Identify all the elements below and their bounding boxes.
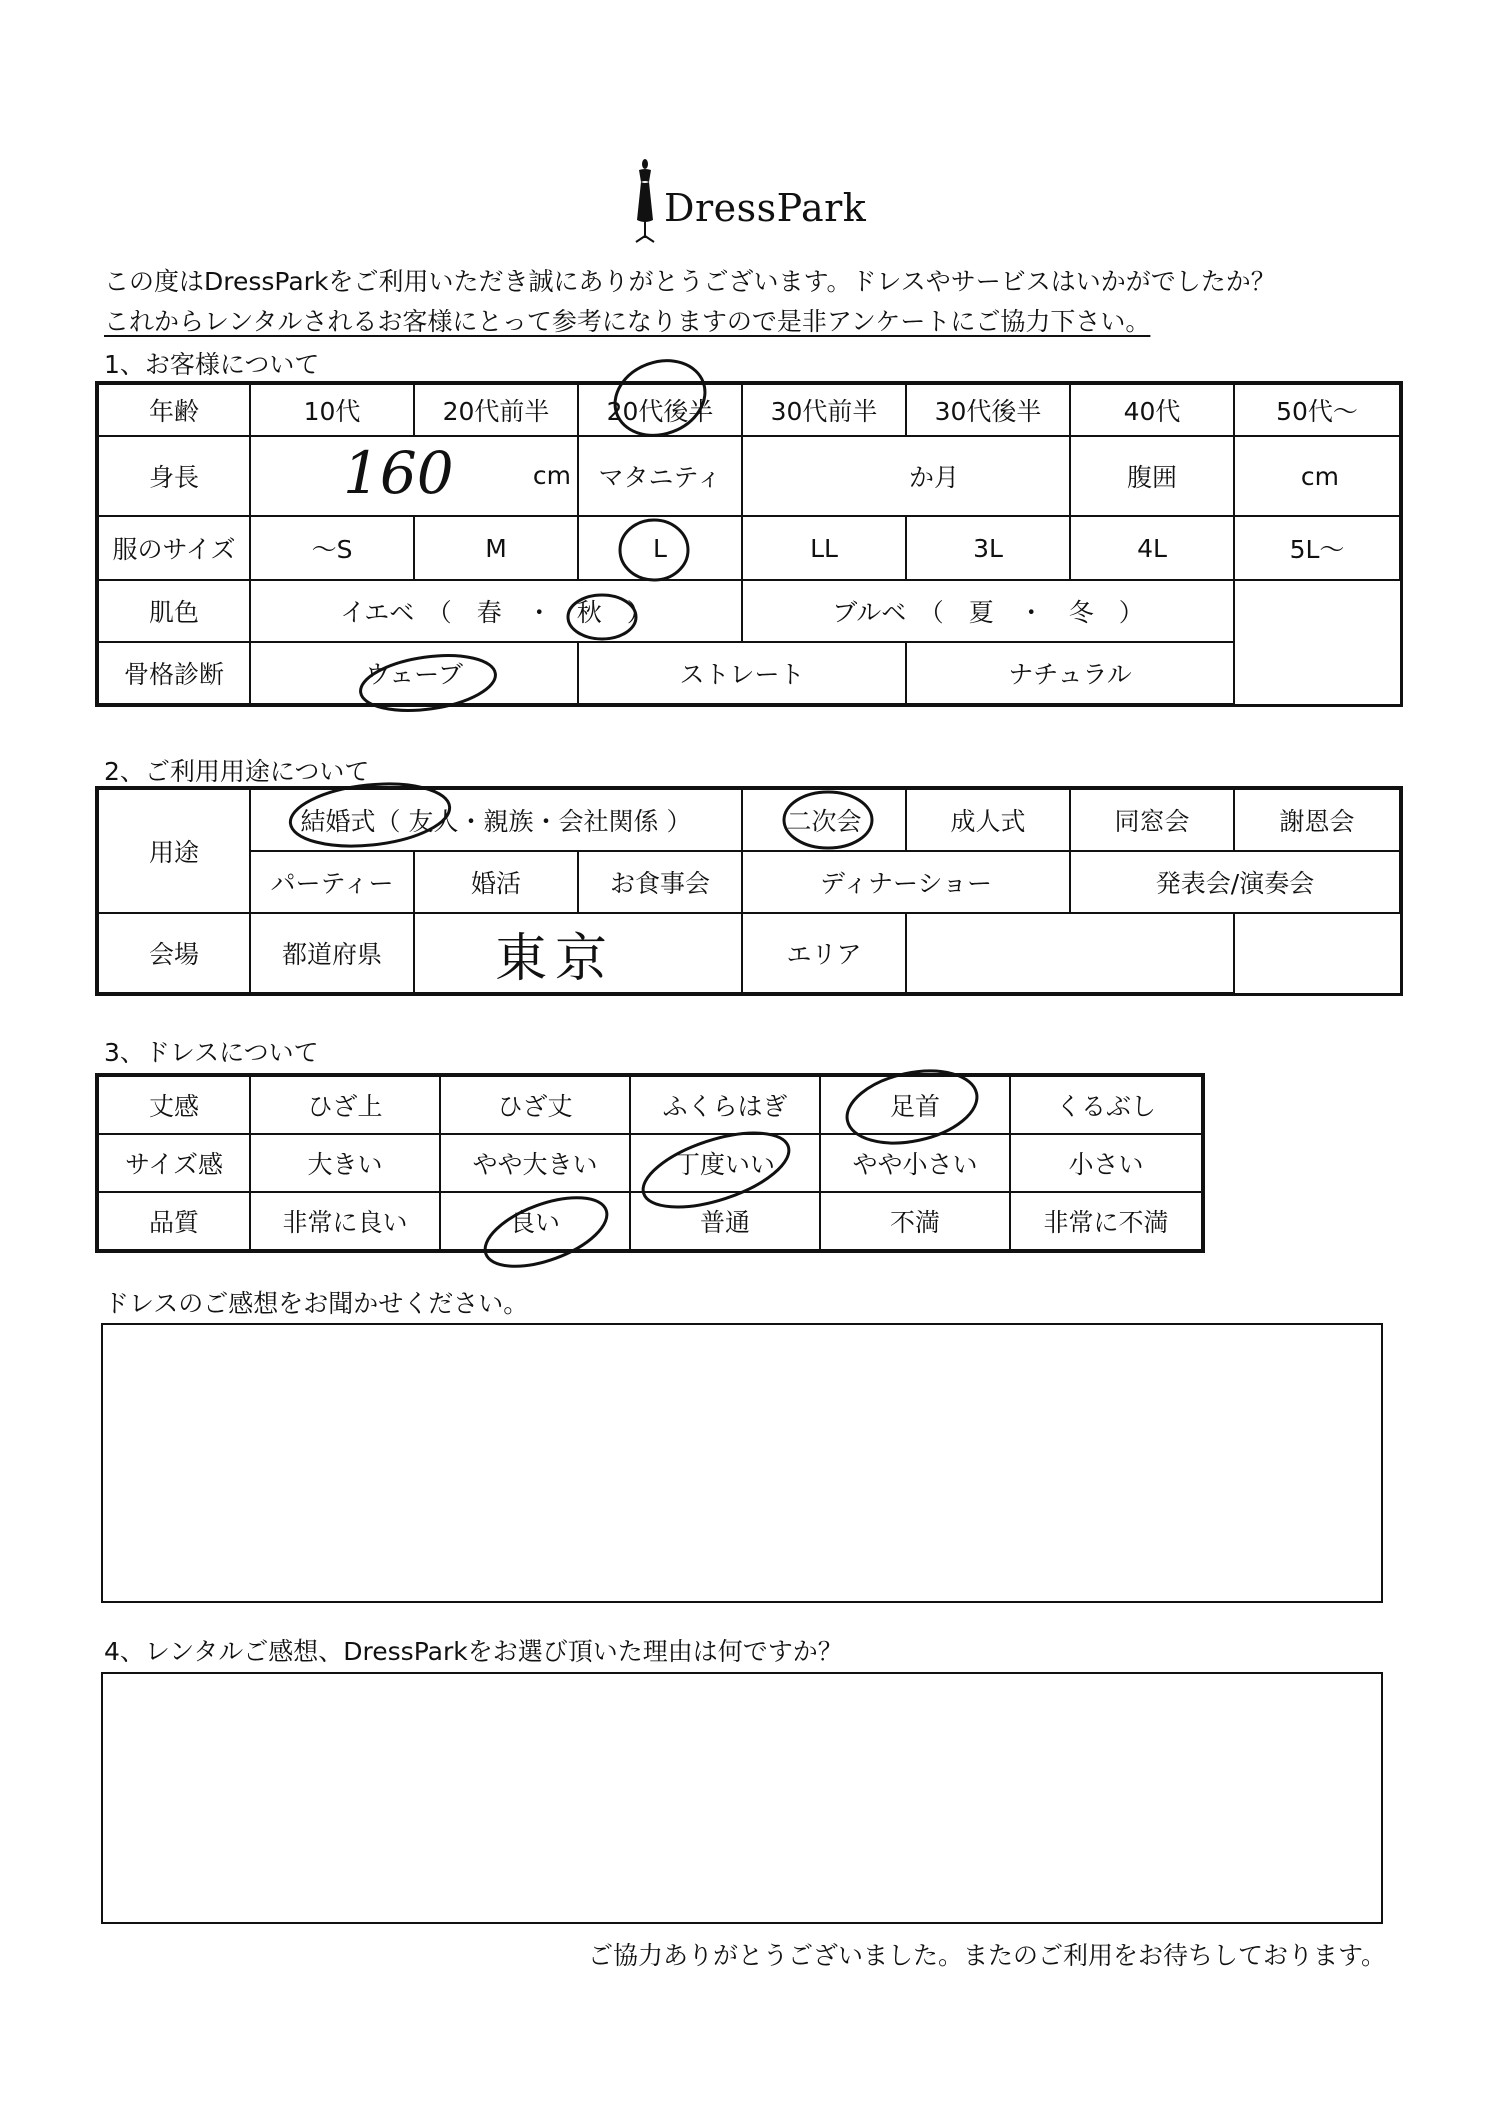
size-row <box>98 516 1400 580</box>
size-option[interactable]: LL <box>742 516 906 580</box>
quality-option[interactable]: 非常に不満 <box>1010 1192 1202 1250</box>
skin-blue-option[interactable]: ブルベ （ 夏 ・ 冬 ） <box>742 580 1234 642</box>
age-row <box>98 384 1400 436</box>
dress-table <box>97 1075 1203 1251</box>
quality-option[interactable]: 普通 <box>630 1192 820 1250</box>
area-field[interactable] <box>906 913 1234 993</box>
usage-option-wedding[interactable]: 結婚式（ 友人・親族・会社関係 ） <box>250 789 742 851</box>
usage-option[interactable]: 成人式 <box>906 789 1070 851</box>
age-option[interactable]: 30代後半 <box>906 384 1070 436</box>
skin-row <box>98 580 1400 642</box>
fit-option[interactable]: 小さい <box>1010 1134 1202 1192</box>
quality-option[interactable]: 不満 <box>820 1192 1010 1250</box>
prefecture-label: 都道府県 <box>250 913 414 993</box>
intro-line-2: これからレンタルされるお客様にとって参考になりますので是非アンケートにご協力下さい。 <box>104 307 1151 336</box>
venue-label: 会場 <box>98 913 250 993</box>
age-option[interactable]: 30代前半 <box>742 384 906 436</box>
usage-table <box>97 788 1401 994</box>
size-option[interactable]: 5L～ <box>1234 516 1400 580</box>
size-option[interactable]: 4L <box>1070 516 1234 580</box>
usage-option-afterparty[interactable]: 二次会 <box>742 789 906 851</box>
usage-option[interactable]: ディナーショー <box>742 851 1070 913</box>
quality-label: 品質 <box>98 1192 250 1250</box>
skin-label: 肌色 <box>98 580 250 642</box>
frame-option[interactable]: ナチュラル <box>906 642 1234 704</box>
customer-table <box>97 383 1401 705</box>
length-option[interactable]: くるぶし <box>1010 1076 1202 1134</box>
usage-label: 用途 <box>98 789 250 913</box>
size-option[interactable]: 3L <box>906 516 1070 580</box>
usage-option[interactable]: お食事会 <box>578 851 742 913</box>
height-field[interactable] <box>250 436 578 516</box>
frame-option[interactable]: ストレート <box>578 642 906 704</box>
usage-option[interactable]: 発表会/演奏会 <box>1070 851 1400 913</box>
prefecture-value: 東京 <box>495 928 616 989</box>
section3-title: 3、ドレスについて <box>104 1038 319 1067</box>
fit-option-selected[interactable]: 丁度いい <box>630 1134 820 1192</box>
intro-line-1: この度はDressParkをご利用いただき誠にありがとうございます。ドレスやサービスはいかがでしたか？ <box>104 267 1276 296</box>
height-value: 160 <box>343 439 454 507</box>
usage-row-2 <box>98 851 1400 913</box>
size-option[interactable]: M <box>414 516 578 580</box>
prefecture-field[interactable] <box>414 913 742 993</box>
length-option-selected[interactable]: 足首 <box>820 1076 1010 1134</box>
brand-name: DressPark <box>664 186 867 230</box>
usage-option[interactable]: 同窓会 <box>1070 789 1234 851</box>
size-option[interactable]: ～S <box>250 516 414 580</box>
thanks-footer: ご協力ありがとうございました。またのご利用をお待ちしております。 <box>588 1941 1387 1970</box>
length-option[interactable]: ふくらはぎ <box>630 1076 820 1134</box>
length-label: 丈感 <box>98 1076 250 1134</box>
dress-form-icon <box>630 158 660 248</box>
fit-option[interactable]: やや小さい <box>820 1134 1010 1192</box>
size-label: 服のサイズ <box>98 516 250 580</box>
age-option[interactable]: 40代 <box>1070 384 1234 436</box>
usage-option[interactable]: パーティー <box>250 851 414 913</box>
fit-label: サイズ感 <box>98 1134 250 1192</box>
height-row <box>98 436 1400 516</box>
age-option-selected[interactable]: 20代後半 <box>578 384 742 436</box>
usage-option[interactable]: 婚活 <box>414 851 578 913</box>
venue-row <box>98 913 1400 993</box>
section2-title: 2、ご利用用途について <box>104 757 370 786</box>
age-option[interactable]: 20代前半 <box>414 384 578 436</box>
age-label: 年齢 <box>98 384 250 436</box>
brand-logo <box>630 158 870 248</box>
quality-option-selected[interactable]: 良い <box>440 1192 630 1250</box>
length-option[interactable]: ひざ丈 <box>440 1076 630 1134</box>
maternity-months[interactable]: か月 <box>742 436 1070 516</box>
quality-option[interactable]: 非常に良い <box>250 1192 440 1250</box>
quality-row <box>98 1192 1202 1250</box>
area-label: エリア <box>742 913 906 993</box>
height-label: 身長 <box>98 436 250 516</box>
rental-comment-box[interactable] <box>101 1672 1383 1924</box>
skin-yellow-option[interactable]: イエベ （ 春 ・ 秋 ） <box>250 580 742 642</box>
fit-option[interactable]: 大きい <box>250 1134 440 1192</box>
age-option[interactable]: 50代～ <box>1234 384 1400 436</box>
dress-comment-box[interactable] <box>101 1323 1383 1603</box>
fit-option[interactable]: やや大きい <box>440 1134 630 1192</box>
intro-text <box>104 262 1276 342</box>
frame-row <box>98 642 1400 704</box>
height-unit: cm <box>532 461 571 490</box>
waist-unit[interactable]: cm <box>1234 436 1400 516</box>
section4-title: 4、レンタルご感想、DressParkをお選び頂いた理由は何ですか？ <box>104 1637 843 1666</box>
size-option-selected[interactable]: L <box>578 516 742 580</box>
section1-title: 1、お客様について <box>104 350 320 379</box>
age-option[interactable]: 10代 <box>250 384 414 436</box>
usage-option[interactable]: 謝恩会 <box>1234 789 1400 851</box>
frame-label: 骨格診断 <box>98 642 250 704</box>
usage-row-1 <box>98 789 1400 851</box>
length-row <box>98 1076 1202 1134</box>
waist-label: 腹囲 <box>1070 436 1234 516</box>
dress-comment-prompt: ドレスのご感想をお聞かせください。 <box>104 1289 529 1318</box>
fit-row <box>98 1134 1202 1192</box>
frame-option-selected[interactable]: ウェーブ <box>250 642 578 704</box>
length-option[interactable]: ひざ上 <box>250 1076 440 1134</box>
maternity-label: マタニティ <box>578 436 742 516</box>
